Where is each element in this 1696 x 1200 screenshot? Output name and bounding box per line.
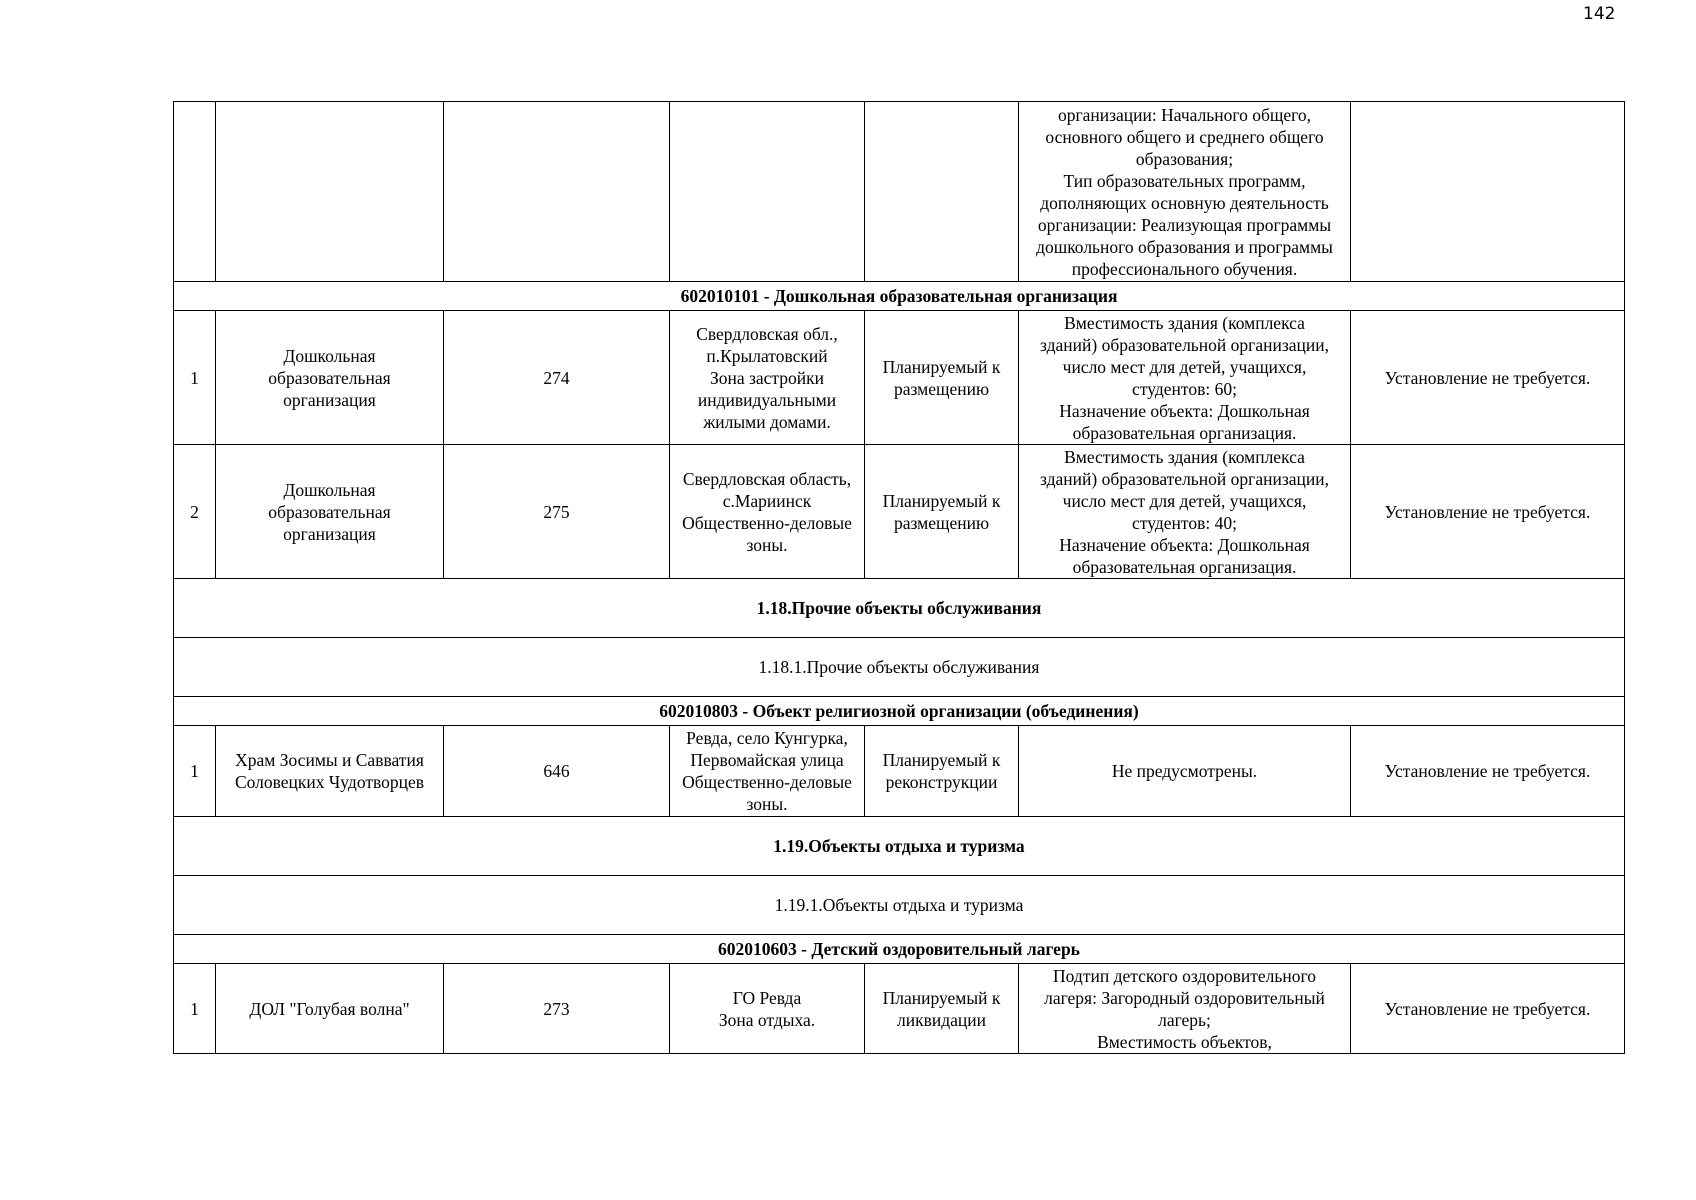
code-cell: 275: [444, 445, 670, 579]
name-cell: ДОЛ "Голубая волна": [216, 964, 444, 1054]
subsection-title-row: [174, 638, 1625, 697]
location-cell: Ревда, село Кунгурка, Первомайская улица Общественно-деловые зоны.: [670, 726, 865, 817]
description-cell: Подтип детского оздоровительного лагеря: Загородный оздоровительный лагерь; Вместимость объектов,: [1019, 964, 1351, 1054]
code-cell: 273: [444, 964, 670, 1054]
name-cell: Дошкольная образовательная организация: [216, 311, 444, 445]
num-cell: 1: [174, 964, 216, 1054]
status-cell: Планируемый к реконструкции: [865, 726, 1019, 817]
num-cell: 1: [174, 726, 216, 817]
description-cell: Вместимость здания (комплекса зданий) образовательной организации, число мест для детей, учащихся, студентов: 40; Назначение объекта: Дошкольная образовательная организация.: [1019, 445, 1351, 579]
location-cell: [670, 102, 865, 282]
num-cell: [174, 102, 216, 282]
location-cell: Свердловская область, с.Мариинск Общественно-деловые зоны.: [670, 445, 865, 579]
table-row: [174, 311, 1625, 445]
name-cell: Дошкольная образовательная организация: [216, 445, 444, 579]
table-row: [174, 726, 1625, 817]
zone-cell: Установление не требуется.: [1351, 445, 1625, 579]
description-cell: Не предусмотрены.: [1019, 726, 1351, 817]
table-row-continuation: [174, 102, 1625, 282]
code-cell: 646: [444, 726, 670, 817]
objects-table: [173, 101, 1625, 1054]
subsection-title-row: [174, 876, 1625, 935]
table-row: [174, 964, 1625, 1054]
subsection-title: 1.19.1.Объекты отдыха и туризма: [174, 876, 1625, 935]
section-title-row: [174, 817, 1625, 876]
group-header: 602010101 - Дошкольная образовательная организация: [174, 282, 1625, 311]
location-cell: ГО Ревда Зона отдыха.: [670, 964, 865, 1054]
table-row: [174, 445, 1625, 579]
group-header-row: [174, 282, 1625, 311]
group-header: 602010603 - Детский оздоровительный лагерь: [174, 935, 1625, 964]
num-cell: 2: [174, 445, 216, 579]
status-cell: Планируемый к ликвидации: [865, 964, 1019, 1054]
location-cell: Свердловская обл., п.Крылатовский Зона застройки индивидуальными жилыми домами.: [670, 311, 865, 445]
section-title-row: [174, 579, 1625, 638]
section-title: 1.18.Прочие объекты обслуживания: [174, 579, 1625, 638]
status-cell: Планируемый к размещению: [865, 311, 1019, 445]
zone-cell: [1351, 102, 1625, 282]
description-cell: организации: Начального общего, основного общего и среднего общего образования; Тип образовательных программ, дополняющих основную деятельность организации: Реализующая программы дошкольного образования и программы профессионального обучения.: [1019, 102, 1351, 282]
num-cell: 1: [174, 311, 216, 445]
code-cell: 274: [444, 311, 670, 445]
subsection-title: 1.18.1.Прочие объекты обслуживания: [174, 638, 1625, 697]
page-number: 142: [1583, 4, 1616, 24]
zone-cell: Установление не требуется.: [1351, 311, 1625, 445]
status-cell: [865, 102, 1019, 282]
name-cell: Храм Зосимы и Савватия Соловецких Чудотворцев: [216, 726, 444, 817]
description-cell: Вместимость здания (комплекса зданий) образовательной организации, число мест для детей, учащихся, студентов: 60; Назначение объекта: Дошкольная образовательная организация.: [1019, 311, 1351, 445]
group-header-row: [174, 697, 1625, 726]
code-cell: [444, 102, 670, 282]
group-header: 602010803 - Объект религиозной организации (объединения): [174, 697, 1625, 726]
zone-cell: Установление не требуется.: [1351, 964, 1625, 1054]
name-cell: [216, 102, 444, 282]
group-header-row: [174, 935, 1625, 964]
status-cell: Планируемый к размещению: [865, 445, 1019, 579]
section-title: 1.19.Объекты отдыха и туризма: [174, 817, 1625, 876]
zone-cell: Установление не требуется.: [1351, 726, 1625, 817]
